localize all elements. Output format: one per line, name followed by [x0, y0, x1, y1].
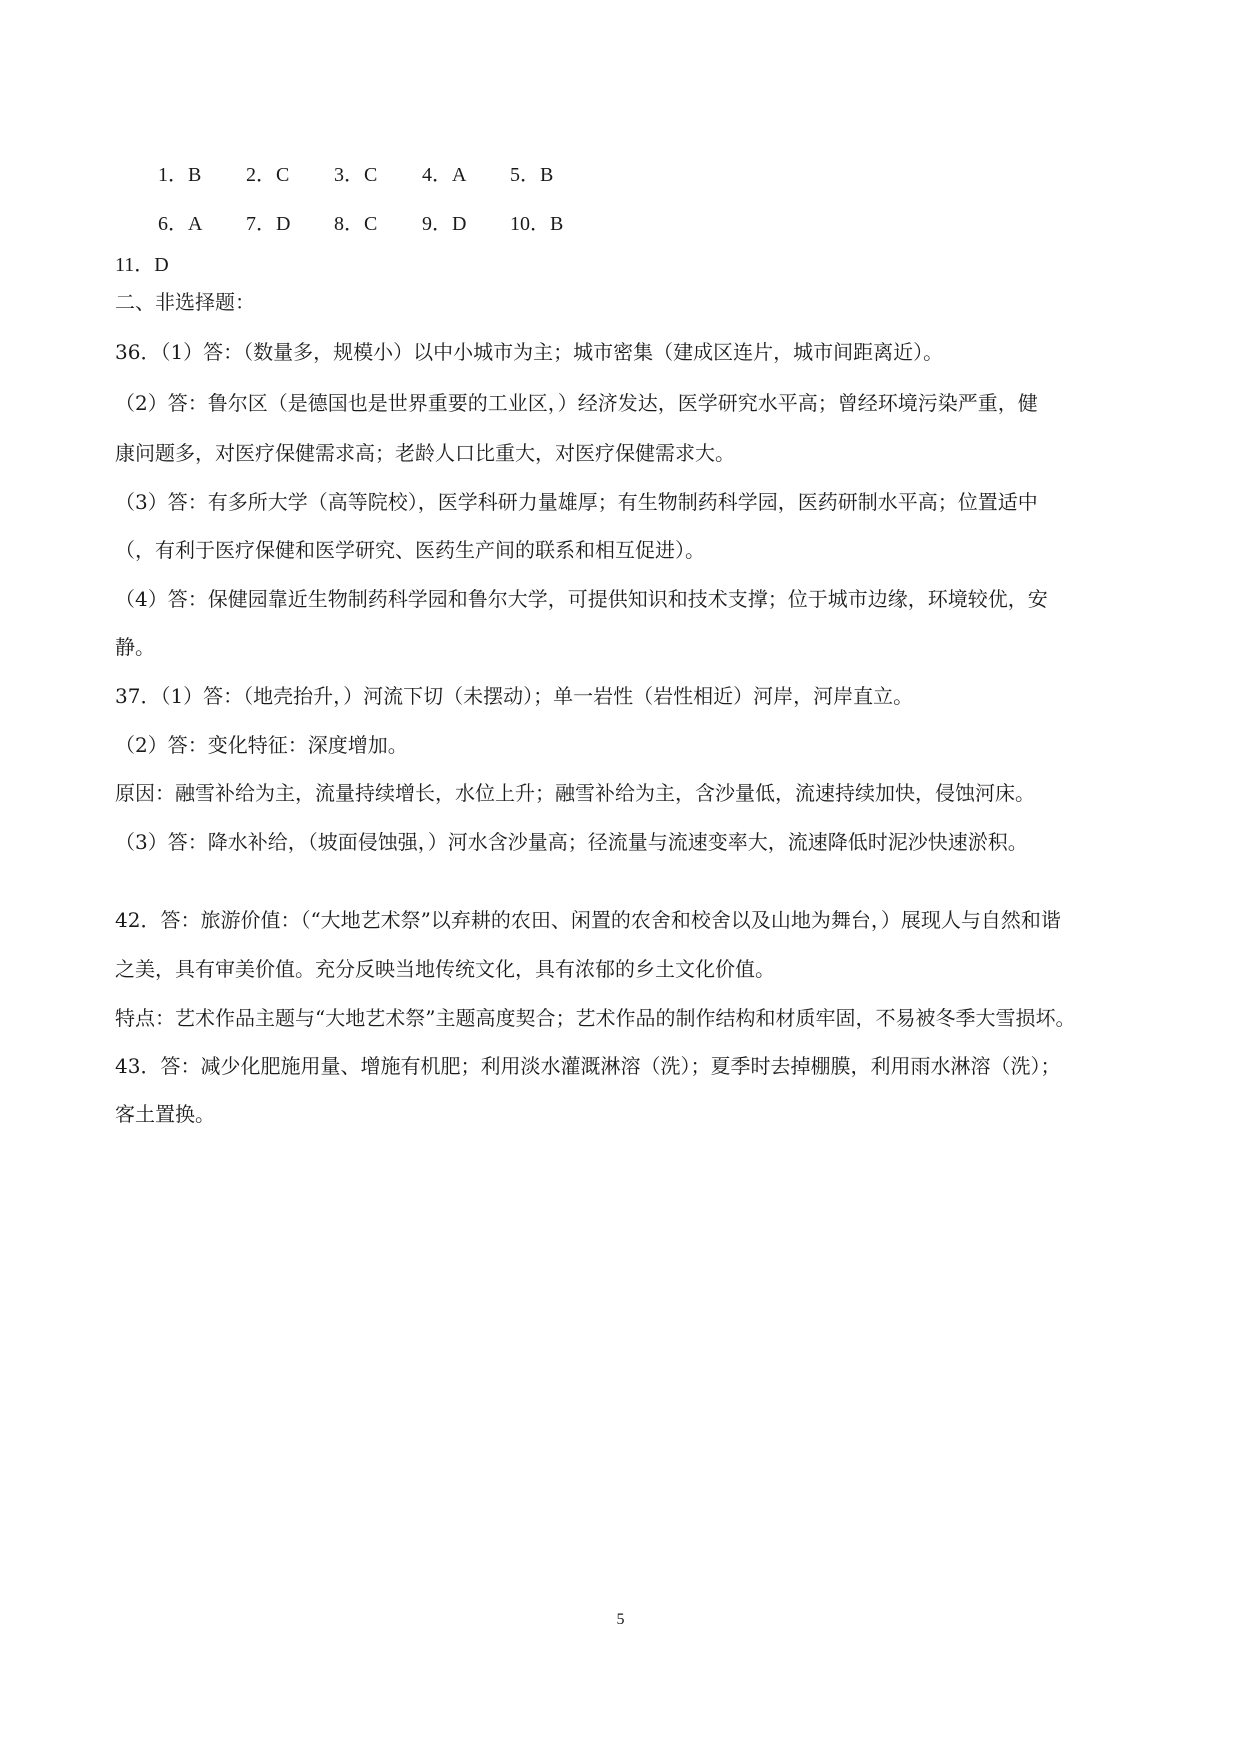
- choice-answer-10: 10．B: [510, 213, 564, 235]
- answer-37-1: 37．（1）答：（地壳抬升，）河流下切（未摆动）；单一岩性（岩性相近）河岸，河岸直立。: [115, 684, 914, 708]
- answer-36-2-line1: （2）答：鲁尔区（是德国也是世界重要的工业区，）经济发达，医学研究水平高；曾经环境污染严重，健: [115, 391, 1038, 415]
- answer-42-line1: 42．答：旅游价值：（“大地艺术祭”以弃耕的农田、闲置的农舍和校舍以及山地为舞台，）展现人与自然和谐: [115, 908, 1061, 932]
- answer-36-3-line2: （，有利于医疗保健和医学研究、医药生产间的联系和相互促进）。: [115, 538, 705, 562]
- answer-37-2: （2）答：变化特征：深度增加。: [115, 733, 408, 757]
- answer-36-4-line2: 静。: [115, 635, 155, 659]
- answer-36-3-line1: （3）答：有多所大学（高等院校），医学科研力量雄厚；有生物制药科学园，医药研制水平高；位置适中: [115, 490, 1038, 514]
- choice-answer-11: 11．D: [115, 254, 169, 276]
- section-heading: 二、非选择题：: [115, 290, 255, 314]
- answer-42-line2: 之美，具有审美价值。充分反映当地传统文化，具有浓郁的乡土文化价值。: [115, 957, 775, 981]
- answer-43-line1: 43．答：减少化肥施用量、增施有机肥；利用淡水灌溉淋溶（洗）；夏季时去掉棚膜，利用雨水淋溶（洗）；: [115, 1054, 1061, 1078]
- choice-answer-8: 8．C: [334, 213, 378, 235]
- answer-36-1: 36．（1）答：（数量多，规模小）以中小城市为主；城市密集（建成区连片，城市间距离近）。: [115, 340, 944, 364]
- answer-43-line2: 客土置换。: [115, 1102, 215, 1126]
- choice-answer-6: 6．A: [158, 213, 203, 235]
- answer-37-2-reason: 原因：融雪补给为主，流量持续增长，水位上升；融雪补给为主，含沙量低，流速持续加快，侵蚀河床。: [115, 781, 1035, 805]
- choice-answer-3: 3．C: [334, 164, 378, 186]
- choice-answer-2: 2．C: [246, 164, 290, 186]
- choice-answer-9: 9．D: [422, 213, 467, 235]
- page-number: 5: [616, 1611, 625, 1628]
- choice-answer-1: 1．B: [158, 164, 202, 186]
- choice-row-1: [158, 162, 598, 188]
- answer-36-4-line1: （4）答：保健园靠近生物制药科学园和鲁尔大学，可提供知识和技术支撑；位于城市边缘，环境较优，安: [115, 587, 1048, 611]
- choice-answer-4: 4．A: [422, 164, 467, 186]
- answer-36-2-line2: 康问题多，对医疗保健需求高；老龄人口比重大，对医疗保健需求大。: [115, 441, 735, 465]
- choice-answer-7: 7．D: [246, 213, 291, 235]
- answer-37-3: （3）答：降水补给，（坡面侵蚀强，）河水含沙量高；径流量与流速变率大，流速降低时泥沙快速淤积。: [115, 830, 1028, 854]
- choice-answer-5: 5．B: [510, 164, 554, 186]
- choice-row-2: [158, 211, 606, 237]
- answer-42-features: 特点：艺术作品主题与“大地艺术祭”主题高度契合；艺术作品的制作结构和材质牢固，不易被冬季大雪损坏。: [115, 1006, 1076, 1030]
